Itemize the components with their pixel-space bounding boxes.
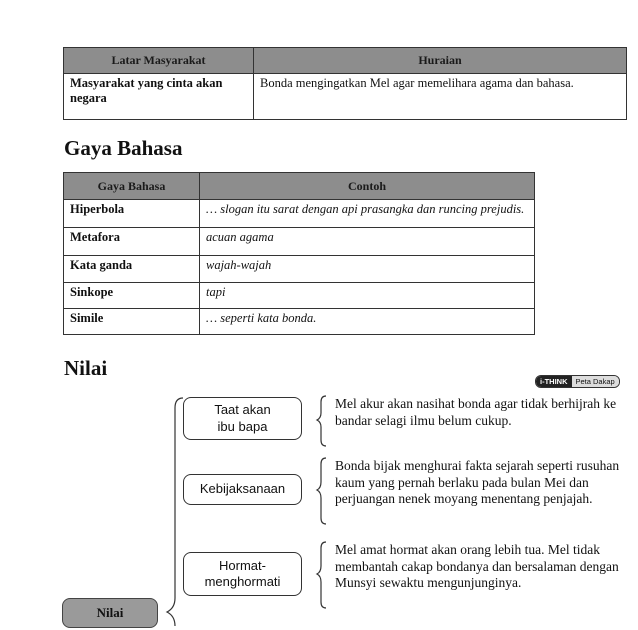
table-header: Contoh <box>200 173 535 200</box>
table-cell: Kata ganda <box>64 256 200 283</box>
table-cell: Bonda mengingatkan Mel agar memelihara agama dan bahasa. <box>254 74 627 120</box>
table-cell: … slogan itu sarat dengan api prasangka dan runcing prejudis. <box>200 200 535 228</box>
table-cell: Hiperbola <box>64 200 200 228</box>
nilai-desc-hormat: Mel amat hormat akan orang lebih tua. Mel tidak membantah cakap bondanya dan bersalaman dengan Munsyi sewaktu mengunjunginya. <box>335 542 619 590</box>
peta-dakap-label: Peta Dakap <box>572 376 619 387</box>
table-cell: tapi <box>200 283 535 309</box>
nilai-box-hormat: Hormat-menghormati <box>183 552 302 596</box>
main-brace <box>167 398 183 626</box>
table-header: Huraian <box>254 48 627 74</box>
section-heading-gaya-bahasa: Gaya Bahasa <box>64 136 183 160</box>
brace-2 <box>317 458 326 524</box>
nilai-box-taat: Taat akan ibu bapa <box>183 397 302 440</box>
table-cell: Metafora <box>64 228 200 256</box>
brace-1 <box>317 396 326 446</box>
table-cell: wajah-wajah <box>200 256 535 283</box>
brace-3 <box>317 542 326 608</box>
ithink-label: i-THINK <box>536 376 572 387</box>
nilai-box-kebijaksanaan: Kebijaksanaan <box>183 474 302 505</box>
table-header: Latar Masyarakat <box>64 48 254 74</box>
nilai-root-box: Nilai <box>62 598 158 628</box>
table-header: Gaya Bahasa <box>64 173 200 200</box>
nilai-desc-kebijaksanaan: Bonda bijak menghurai fakta sejarah seperti rusuhan kaum yang pernah berlaku pada bulan Mei dan perjuangan nenek moyang menentang penjajah. <box>335 458 620 506</box>
table-cell: Masyarakat yang cinta akan negara <box>64 74 254 120</box>
section-heading-nilai: Nilai <box>64 356 108 380</box>
table-cell: Sinkope <box>64 283 200 309</box>
table-cell: Simile <box>64 309 200 335</box>
table-cell: … seperti kata bonda. <box>200 309 535 335</box>
nilai-desc-taat: Mel akur akan nasihat bonda agar tidak berhijrah ke bandar selagi ilmu belum cukup. <box>335 396 617 428</box>
table-cell: acuan agama <box>200 228 535 256</box>
